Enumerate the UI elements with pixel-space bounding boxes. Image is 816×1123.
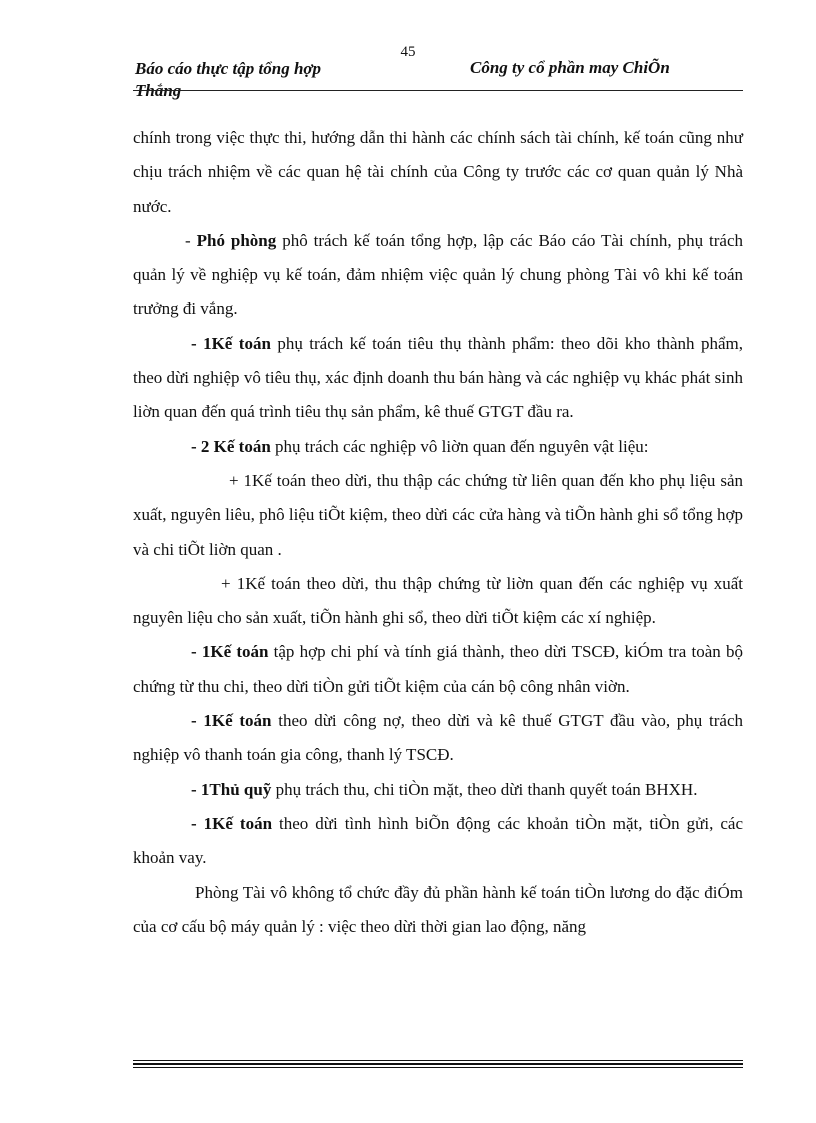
paragraph-1: chính trong việc thực thi, hướng dẫn thi hành các chính sách tài chính, kế toán cũng như chịu trách nhiệm về các quan hệ tài chính của Công ty trước các cơ quan quản lý Nhà nước. [133, 128, 743, 216]
paragraph-10: - 1Kế toán theo dừi tình hình biÕn động các khoản tiÒn mặt, tiÒn gửi, các khoản vay. [133, 813, 743, 868]
header-divider [133, 90, 743, 91]
paragraph-6: + 1Kế toán theo dừi, thu thập chứng từ liờn quan đến các nghiệp vụ xuất nguyên liệu cho sản xuất, tiÕn hành ghi sổ, theo dừi tiÕt kiệm các xí nghiệp. [133, 573, 743, 628]
footer-divider-bottom [133, 1067, 743, 1068]
header-company-name: Công ty cổ phần may ChiÕn [470, 58, 670, 77]
footer-divider-middle [133, 1063, 743, 1065]
paragraph-7: - 1Kế toán tập hợp chi phí và tính giá thành, theo dừi TSCĐ, kiÓm tra toàn bộ chứng từ thu chi, theo dừi tiÒn gửi tiÕt kiệm của cán bộ công nhân viờn. [133, 642, 743, 696]
paragraph-3: - 1Kế toán phụ trách kế toán tiêu thụ thành phẩm: theo dõi kho thành phẩm, theo dừi nghiệp vô tiêu thụ, xác định doanh thu bán hàng và các nghiệp vụ khác phát sinh liờn quan đến quá trình tiêu thụ sản phẩm, kê thuế GTGT đầu ra. [133, 333, 744, 422]
paragraph-11: Phòng Tài vô không tổ chức đầy đủ phần hành kế toán tiÒn lương do đặc điÓm của cơ cấu bộ máy quản lý : việc theo dừi thời gian lao động, năng [133, 882, 743, 936]
header-report-title-line2: Thắng [135, 81, 182, 100]
paragraph-5: + 1Kế toán theo dừi, thu thập các chứng từ liên quan đến kho phụ liệu sản xuất, nguyên liêu, phô liệu tiÕt kiệm, theo dừi các cửa hàng và tiÕn hành ghi sổ tổng hợp và chi tiÕt liờn quan . [133, 470, 743, 559]
paragraph-2: - Phó phòng phô trách kế toán tổng hợp, lập các Báo cáo Tài chính, phụ trách quản lý về nghiệp vụ kế toán, đảm nhiệm việc quản lý chung phòng Tài vô khi kế toán trưởng đi vắng. [133, 230, 743, 319]
page-number: 45 [400, 44, 416, 60]
body-text [133, 121, 743, 944]
paragraph-9: - 1Thủ quỹ phụ trách thu, chi tiÒn mặt, theo dừi thanh quyết toán BHXH. [191, 779, 698, 799]
paragraph-8: - 1Kế toán theo dừi công nợ, theo dừi và kê thuế GTGT đầu vào, phụ trách nghiệp vô thanh toán gia công, thanh lý TSCĐ. [133, 711, 744, 765]
paragraph-4: - 2 Kế toán phụ trách các nghiệp vô liờn quan đến nguyên vật liệu: [191, 436, 649, 456]
footer-divider-top [133, 1060, 743, 1061]
header-report-title-line1: Báo cáo thực tập tổng hợp [135, 59, 322, 78]
header-report-title [135, 58, 321, 102]
